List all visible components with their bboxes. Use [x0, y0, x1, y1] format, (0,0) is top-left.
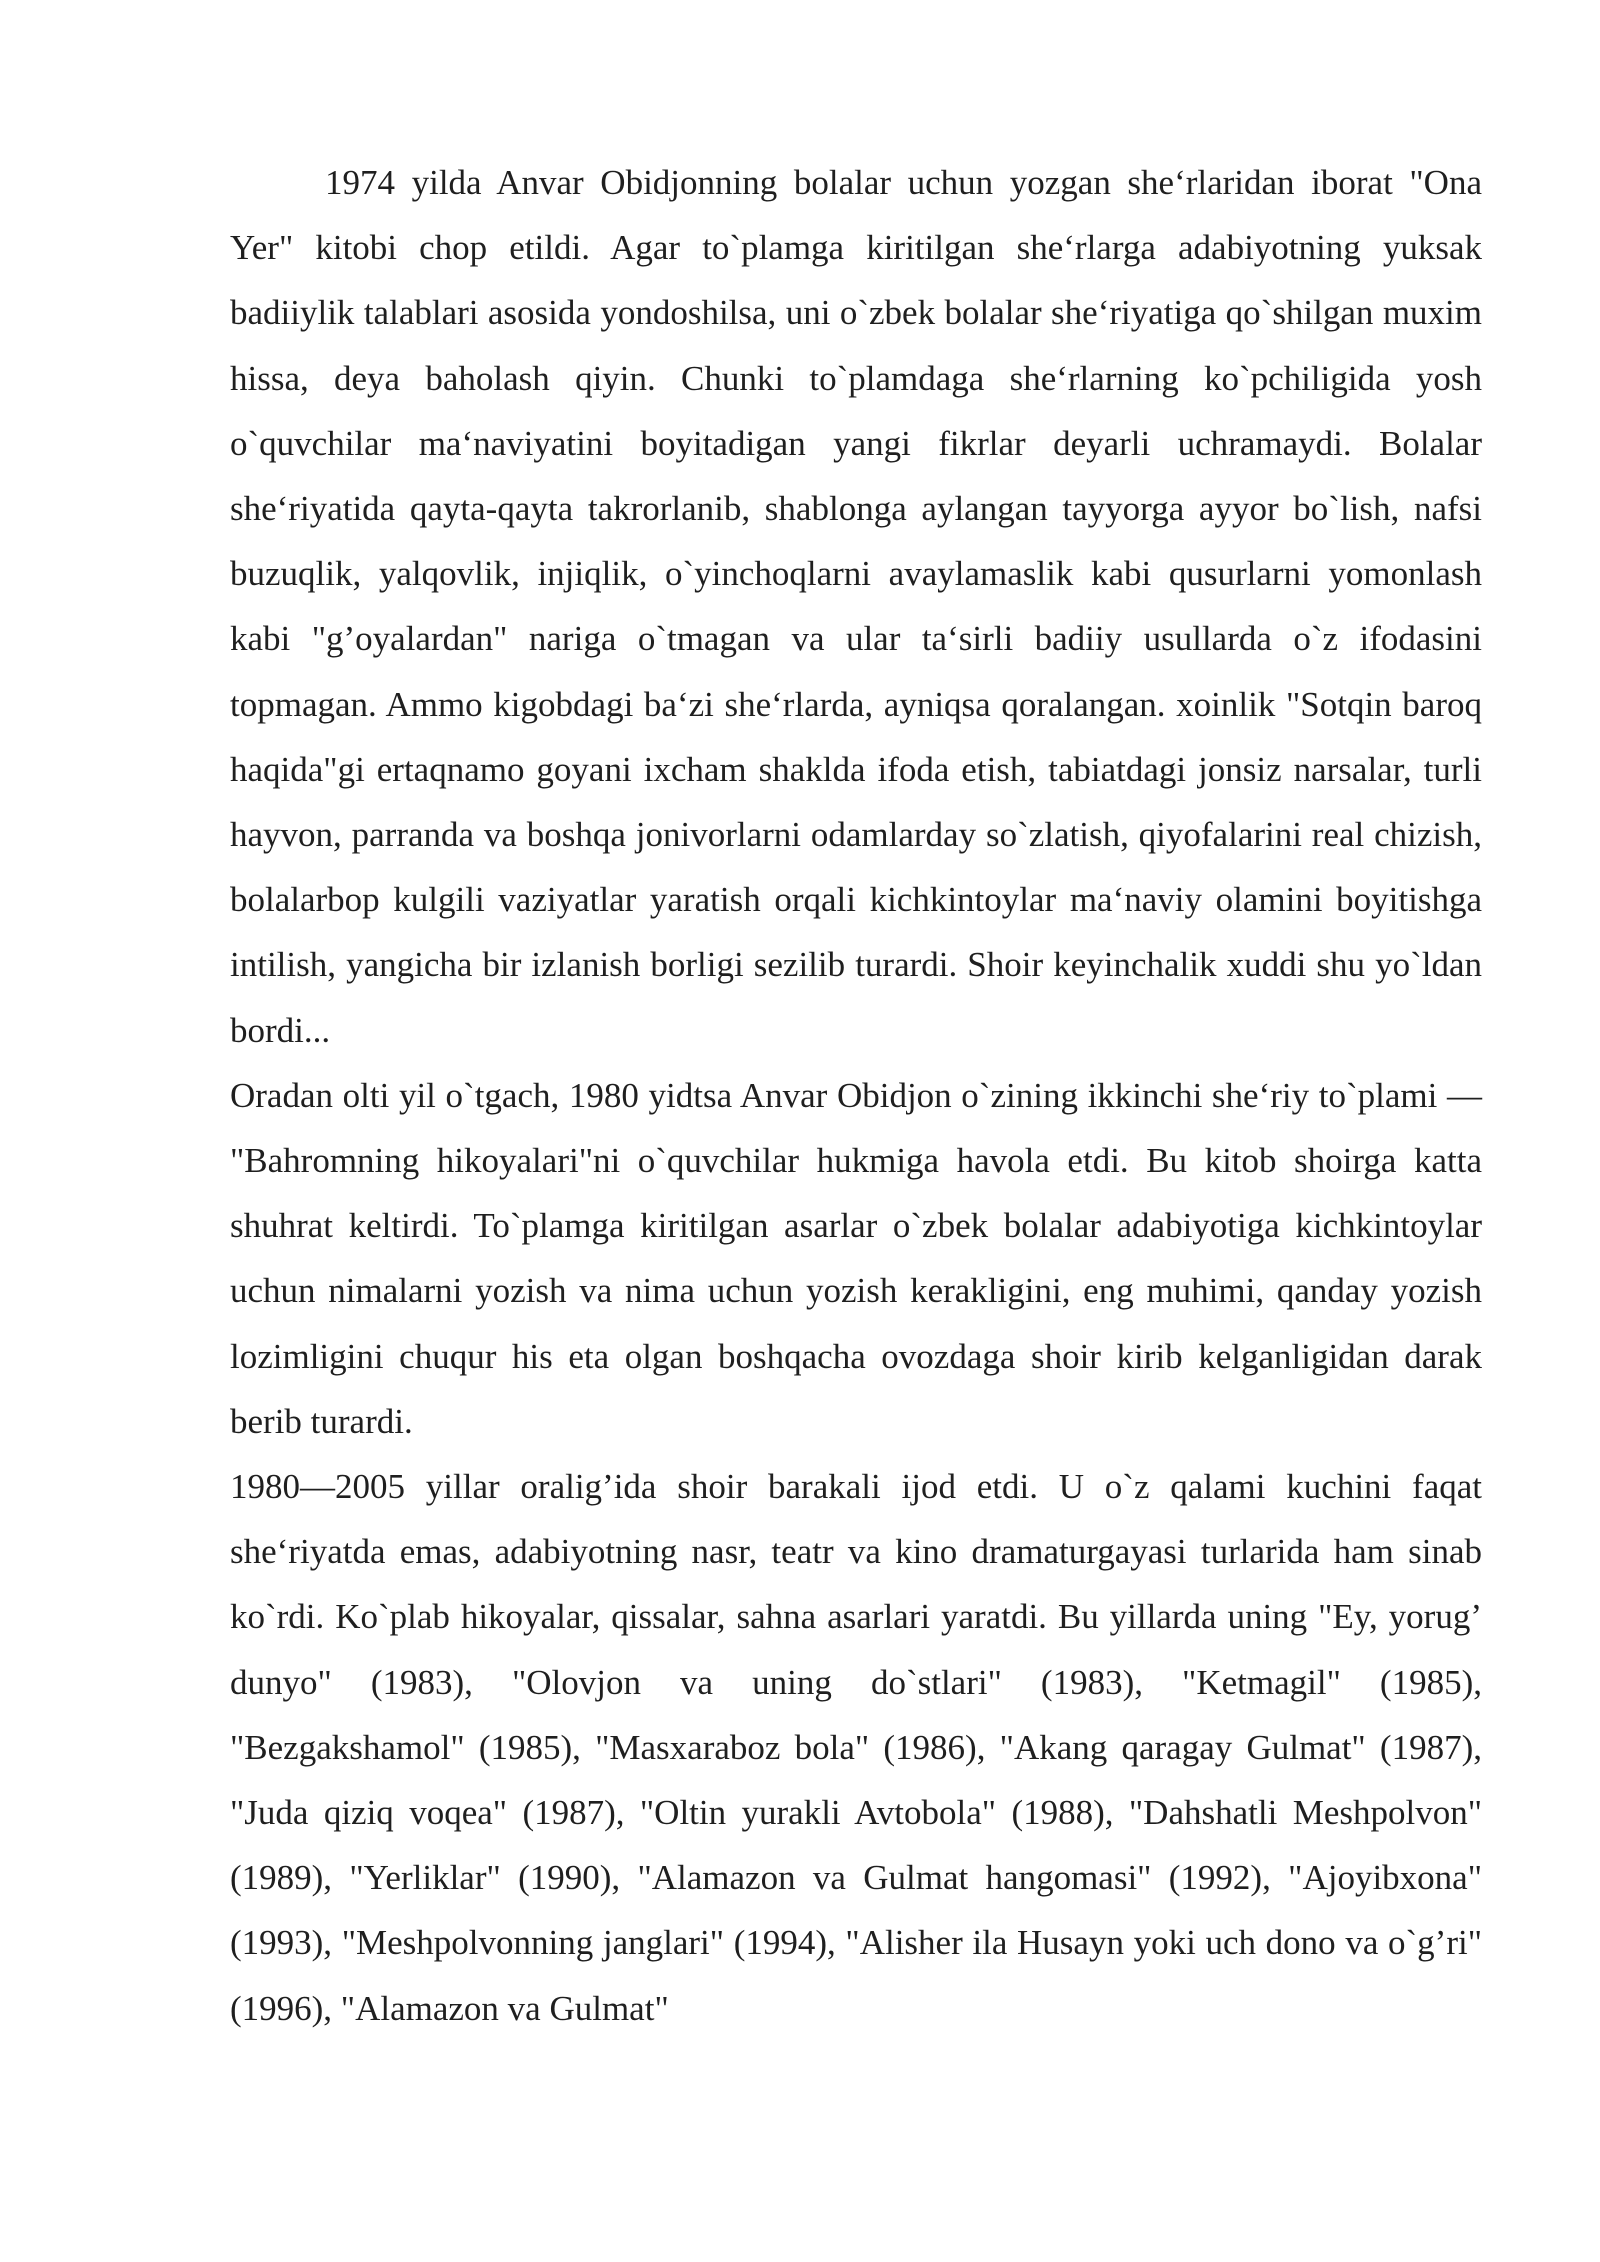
- paragraph-bahromning-hikoyalari: Oradan olti yil o`tgach, 1980 yidtsa Anvar Obidjon o`zining ikkinchi she‘riy to`plami — "Bahromning hikoyalari"ni o`quvchilar hukmiga havola etdi. Bu kitob shoirga katta shuhrat keltirdi. To`plamga kiritilgan asarlar o`zbek bolalar adabiyotiga kichkintoylar uchun nimalarni yozish va nima uchun yozish kerakligini, eng muhimi, qanday yozish lozimligini chuqur his eta olgan boshqacha ovozdaga shoir kirib kelganligidan darak berib turardi.: [230, 1075, 1482, 1441]
- paragraph-works-1980-2005: 1980—2005 yillar oralig’ida shoir barakali ijod etdi. U o`z qalami kuchini faqat she‘riyatda emas, adabiyotning nasr, teatr va kino dramaturgayasi turlarida ham sinab ko`rdi. Ko`plab hikoyalar, qissalar, sahna asarlari yaratdi. Bu yillarda uning "Ey, yorug’ dunyo" (1983), "Olovjon va uning do`stlari" (1983), "Ketmagil" (1985), "Bezgakshamol" (1985), "Masxaraboz bola" (1986), "Akang qaragay Gulmat" (1987), "Juda qiziq voqea" (1987), "Oltin yurakli Avtobola" (1988), "Dahshatli Meshpolvon" (1989), "Yerliklar" (1990), "Alamazon va Gulmat hangomasi" (1992), "Ajoyibxona" (1993), "Meshpolvonning janglari" (1994), "Alisher ila Husayn yoki uch dono va o`g’ri" (1996), "Alamazon va Gulmat": [230, 1467, 1482, 2028]
- document-page: [230, 150, 1482, 2041]
- paragraph-ona-yer: 1974 yilda Anvar Obidjonning bolalar uchun yozgan she‘rlaridan iborat "Ona Yer" kitobi chop etildi. Agar to`plamga kiritilgan she‘rlarga adabiyotning yuksak badiiylik talablari asosida yondoshilsa, uni o`zbek bolalar she‘riyatiga qo`shilgan muxim hissa, deya baholash qiyin. Chunki to`plamdaga she‘rlarning ko`pchiligida yosh o`quvchilar ma‘naviyatini boyitadigan yangi fikrlar deyarli uchramaydi. Bolalar she‘riyatida qayta-qayta takrorlanib, shablonga aylangan tayyorga ayyor bo`lish, nafsi buzuqlik, yalqovlik, injiqlik, o`yinchoqlarni avaylamaslik kabi qusurlarni yomonlash kabi "g’oyalardan" nariga o`tmagan va ular ta‘sirli badiiy usullarda o`z ifodasini topmagan. Ammo kigobdagi ba‘zi she‘rlarda, ayniqsa qoralangan. xoinlik "Sotqin baroq haqida"gi ertaqnamo goyani ixcham shaklda ifoda etish, tabiatdagi jonsiz narsalar, turli hayvon, parranda va boshqa jonivorlarni odamlarday so`zlatish, qiyofalarini real chizish, bolalarbop kulgili vaziyatlar yaratish orqali kichkintoylar ma‘naviy olamini boyitishga intilish, yangicha bir izlanish borligi sezilib turardi. Shoir keyinchalik xuddi shu yo`ldan bordi...: [230, 163, 1482, 1050]
